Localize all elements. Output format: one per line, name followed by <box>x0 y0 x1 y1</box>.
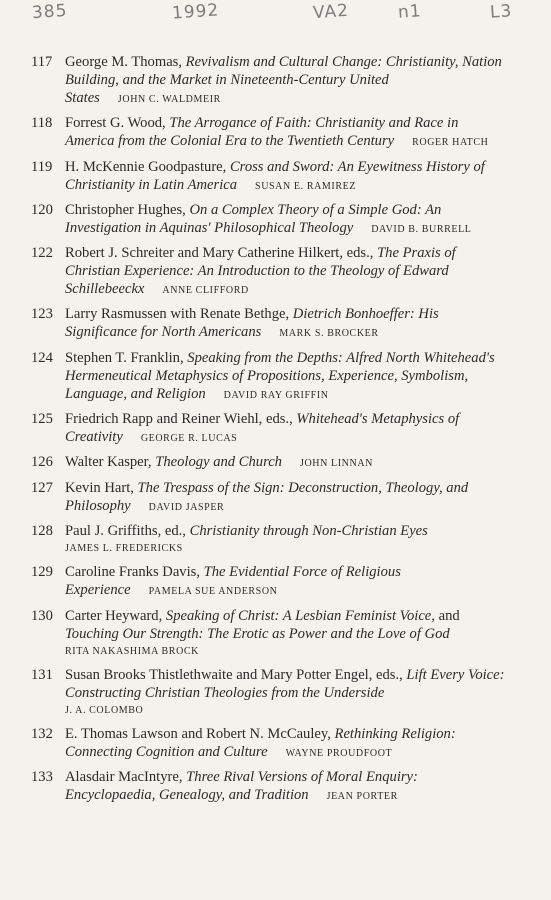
review-entry <box>31 201 509 239</box>
entry-title: The Arrogance of Faith: Christianity and Race in America from the Colonial Era to the Twentieth Century <box>65 115 459 150</box>
entry-citation <box>65 607 509 661</box>
review-entry <box>31 453 509 473</box>
entry-reviewer: JEAN PORTER <box>326 791 398 803</box>
entry-number: 125 <box>31 411 53 428</box>
review-entry <box>31 349 509 405</box>
entry-authors: Walter Kasper, <box>65 454 156 471</box>
entry-authors: Paul J. Griffiths, ed., <box>65 522 190 539</box>
entry-number: 133 <box>31 769 53 786</box>
entry-reviewer: JOHN LINNAN <box>299 458 373 470</box>
entry-number: 117 <box>31 54 53 70</box>
entry-citation <box>65 725 509 763</box>
entry-authors: George M. Thomas, <box>65 54 186 70</box>
review-entry <box>31 725 509 763</box>
entry-title: On a Complex Theory of a Simple God: An Investigation in Aquinas' Philosophical Theology <box>65 201 442 236</box>
entry-number: 127 <box>31 479 53 496</box>
entry-authors: Robert J. Schreiter and Mary Catherine Hilkert, eds., <box>65 245 378 262</box>
entry-title: Speaking from the Depths: Alfred North Whitehead's Hermeneutical Metaphysics of Propositions, Experience, Symbolism, Language, and Religion <box>65 349 495 402</box>
entry-authors: Stephen T. Franklin, <box>65 349 188 366</box>
entry-number: 132 <box>31 726 53 743</box>
entry-title: Cross and Sword: An Eyewitness History of Christianity in Latin America <box>65 158 485 193</box>
entry-title: Christianity through Non-Christian Eyes <box>189 522 428 539</box>
review-entry <box>31 479 509 517</box>
entry-citation <box>65 563 509 601</box>
entry-authors: Alasdair MacIntyre, <box>65 769 187 786</box>
entry-title: Theology and Church <box>155 454 282 471</box>
entry-reviewer: DAVID JASPER <box>148 501 225 513</box>
entry-reviewer: JAMES L. FREDERICKS <box>65 542 183 554</box>
entry-reviewer: JOHN C. WALDMEIR <box>117 94 221 105</box>
entry-citation <box>65 768 509 806</box>
review-entry <box>31 607 509 661</box>
entry-citation <box>65 201 509 239</box>
entry-number: 129 <box>31 564 53 581</box>
review-entry <box>31 768 509 806</box>
entry-title: Revivalism and Cultural Change: Christianity, Nation Building, and the Market in Nineteenth-Century United States <box>65 54 502 106</box>
entry-reviewer: MARK S. BROCKER <box>279 328 379 340</box>
handwritten-note: n1 <box>397 1 423 23</box>
entry-title: Dietrich Bonhoeffer: His Significance for North Americans <box>65 306 439 341</box>
entry-number: 124 <box>31 349 53 366</box>
entry-authors: Kevin Hart, <box>65 479 138 496</box>
entry-conjunction: and <box>434 607 460 624</box>
entry-reviewer: DAVID B. BURRELL <box>371 223 472 235</box>
entry-reviewer: ROGER HATCH <box>412 137 489 149</box>
handwritten-note: 385 <box>31 0 69 24</box>
entry-authors: H. McKennie Goodpasture, <box>65 158 230 175</box>
review-entry <box>31 114 509 152</box>
entry-number: 120 <box>31 201 53 218</box>
entry-number: 119 <box>31 158 53 175</box>
entry-title: Whitehead's Metaphysics of Creativity <box>65 411 460 446</box>
entry-citation <box>65 349 509 405</box>
entry-citation <box>65 244 509 300</box>
entry-title: The Trespass of the Sign: Deconstruction, Theology, and Philosophy <box>65 479 469 514</box>
entry-number: 123 <box>31 306 53 323</box>
handwritten-note: 1992 <box>171 0 220 24</box>
entry-authors: Susan Brooks Thistlethwaite and Mary Potter Engel, eds., <box>65 666 407 683</box>
entry-reviewer: GEORGE R. LUCAS <box>140 433 238 445</box>
entry-number: 128 <box>31 522 53 539</box>
review-list <box>31 53 509 812</box>
review-entry <box>31 666 509 720</box>
entry-reviewer: ANNE CLIFFORD <box>162 285 249 297</box>
entry-reviewer: RITA NAKASHIMA BROCK <box>65 645 199 657</box>
review-entry <box>31 305 509 343</box>
entry-reviewer: SUSAN E. RAMIREZ <box>255 180 357 192</box>
review-entry <box>31 563 509 601</box>
review-entry <box>31 53 509 109</box>
entry-authors: Forrest G. Wood, <box>65 115 170 132</box>
entry-title: The Praxis of Christian Experience: An Introduction to the Theology of Edward Schillebeeckx <box>65 245 456 298</box>
entry-authors: Christopher Hughes, <box>65 201 190 218</box>
review-entry <box>31 244 509 300</box>
entry-reviewer: J. A. COLOMBO <box>65 704 144 716</box>
entry-title: Lift Every Voice: Constructing Christian Theologies from the Underside <box>65 666 505 701</box>
entry-citation <box>65 158 509 196</box>
entry-citation <box>65 479 509 517</box>
entry-title-second: Touching Our Strength: The Erotic as Power and the Love of God <box>65 625 450 642</box>
handwritten-notes <box>0 0 551 30</box>
handwritten-note: VA2 <box>312 0 350 24</box>
entry-citation <box>65 410 509 448</box>
entry-reviewer: PAMELA SUE ANDERSON <box>148 586 278 598</box>
entry-number: 131 <box>31 666 53 683</box>
entry-authors: E. Thomas Lawson and Robert N. McCauley, <box>65 726 335 743</box>
entry-number: 130 <box>31 607 53 624</box>
entry-title: Three Rival Versions of Moral Enquiry: Encyclopaedia, Genealogy, and Tradition <box>65 769 418 804</box>
entry-title: Rethinking Religion: Connecting Cognition and Culture <box>65 726 456 761</box>
review-entry <box>31 158 509 196</box>
review-entry <box>31 522 509 558</box>
entry-number: 122 <box>31 245 53 262</box>
entry-authors: Friedrich Rapp and Reiner Wiehl, eds., <box>65 411 297 428</box>
entry-title: Speaking of Christ: A Lesbian Feminist Voice, <box>165 607 435 624</box>
entry-citation <box>65 666 509 720</box>
entry-citation <box>65 114 509 152</box>
review-entry <box>31 410 509 448</box>
entry-authors: Caroline Franks Davis, <box>65 564 204 581</box>
entry-citation <box>65 453 509 473</box>
entry-number: 126 <box>31 454 53 471</box>
entry-authors: Carter Heyward, <box>65 607 166 624</box>
entry-citation <box>65 305 509 343</box>
entry-authors: Larry Rasmussen with Renate Bethge, <box>65 306 293 323</box>
handwritten-note: L3 <box>489 1 513 23</box>
entry-number: 118 <box>31 115 53 132</box>
entry-reviewer: DAVID RAY GRIFFIN <box>223 389 329 401</box>
entry-reviewer: WAYNE PROUDFOOT <box>285 748 393 760</box>
entry-citation <box>65 53 509 109</box>
entry-citation <box>65 522 509 558</box>
entry-title: The Evidential Force of Religious Experience <box>65 564 401 599</box>
